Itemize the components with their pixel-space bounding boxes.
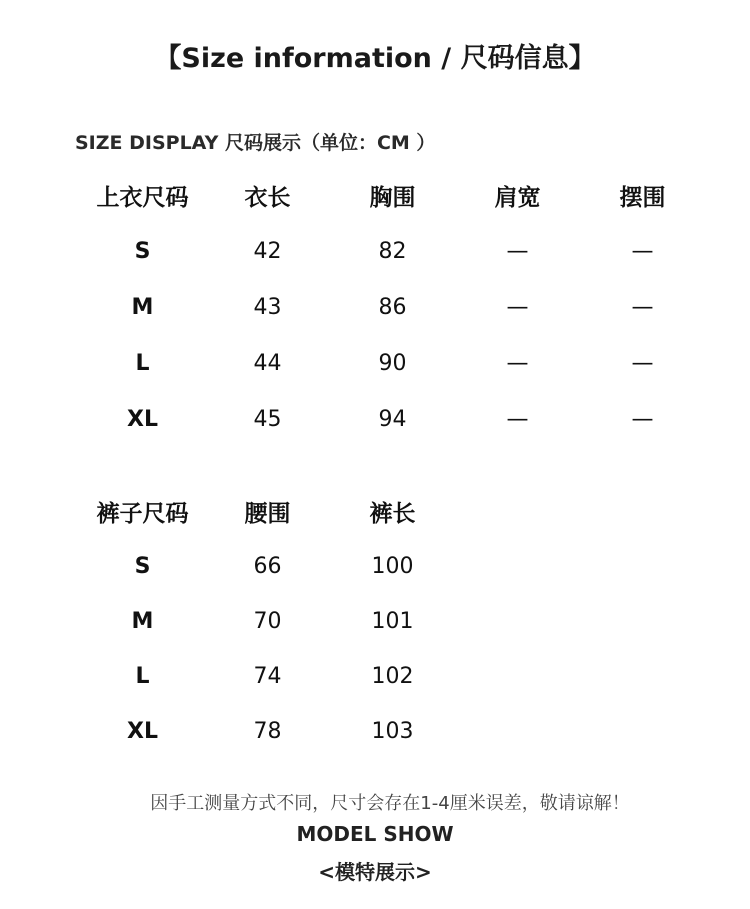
measurement-note: 因手工测量方式不同，尺寸会存在1-4厘米误差，敬请谅解！ <box>150 793 630 814</box>
value-cell: — <box>631 294 654 320</box>
model-show-heading: MODEL SHOW <box>296 822 454 846</box>
size-cell: XL <box>127 406 158 432</box>
value-cell: 74 <box>253 664 282 689</box>
table-row <box>80 649 455 704</box>
value-cell: — <box>506 350 529 376</box>
table-row <box>80 704 455 759</box>
value-cell: — <box>506 238 529 264</box>
header-cell: 胸围 <box>369 185 416 211</box>
model-show-subheading: <模特展示> <box>318 860 432 884</box>
value-cell: — <box>506 294 529 320</box>
size-cell: S <box>134 554 151 579</box>
table-row <box>80 594 455 649</box>
value-cell: 44 <box>253 350 282 376</box>
table-row <box>80 539 455 594</box>
header-cell: 肩宽 <box>494 185 541 211</box>
value-cell: 90 <box>378 350 407 376</box>
value-cell: 78 <box>253 719 282 744</box>
top-size-table <box>80 168 705 447</box>
value-cell: 66 <box>253 554 282 579</box>
value-cell: — <box>631 238 654 264</box>
size-cell: S <box>134 238 151 264</box>
value-cell: 102 <box>371 664 414 689</box>
table-header-row <box>80 484 455 539</box>
value-cell: — <box>631 406 654 432</box>
section-label: SIZE DISPLAY 尺码展示（单位：CM ） <box>75 132 436 154</box>
value-cell: 42 <box>253 238 282 264</box>
table-header-row <box>80 168 705 223</box>
header-cell: 上衣尺码 <box>96 185 189 211</box>
value-cell: — <box>506 406 529 432</box>
size-cell: M <box>131 609 154 634</box>
table-row <box>80 391 705 447</box>
value-cell: — <box>631 350 654 376</box>
header-cell: 摆围 <box>619 185 666 211</box>
size-cell: XL <box>127 719 158 744</box>
size-cell: M <box>131 294 154 320</box>
value-cell: 86 <box>378 294 407 320</box>
table-row <box>80 335 705 391</box>
size-cell: L <box>135 664 150 689</box>
size-cell: L <box>135 350 150 376</box>
bottom-size-table <box>80 484 455 759</box>
header-cell: 裤子尺码 <box>96 501 189 527</box>
value-cell: 100 <box>371 554 414 579</box>
header-cell: 腰围 <box>244 501 291 527</box>
value-cell: 82 <box>378 238 407 264</box>
value-cell: 101 <box>371 609 414 634</box>
header-cell: 衣长 <box>244 185 291 211</box>
page-title: 【Size information / 尺码信息】 <box>154 43 596 74</box>
table-row <box>80 279 705 335</box>
header-cell: 裤长 <box>369 501 416 527</box>
value-cell: 103 <box>371 719 414 744</box>
table-row <box>80 223 705 279</box>
value-cell: 43 <box>253 294 282 320</box>
value-cell: 94 <box>378 406 407 432</box>
value-cell: 70 <box>253 609 282 634</box>
value-cell: 45 <box>253 406 282 432</box>
